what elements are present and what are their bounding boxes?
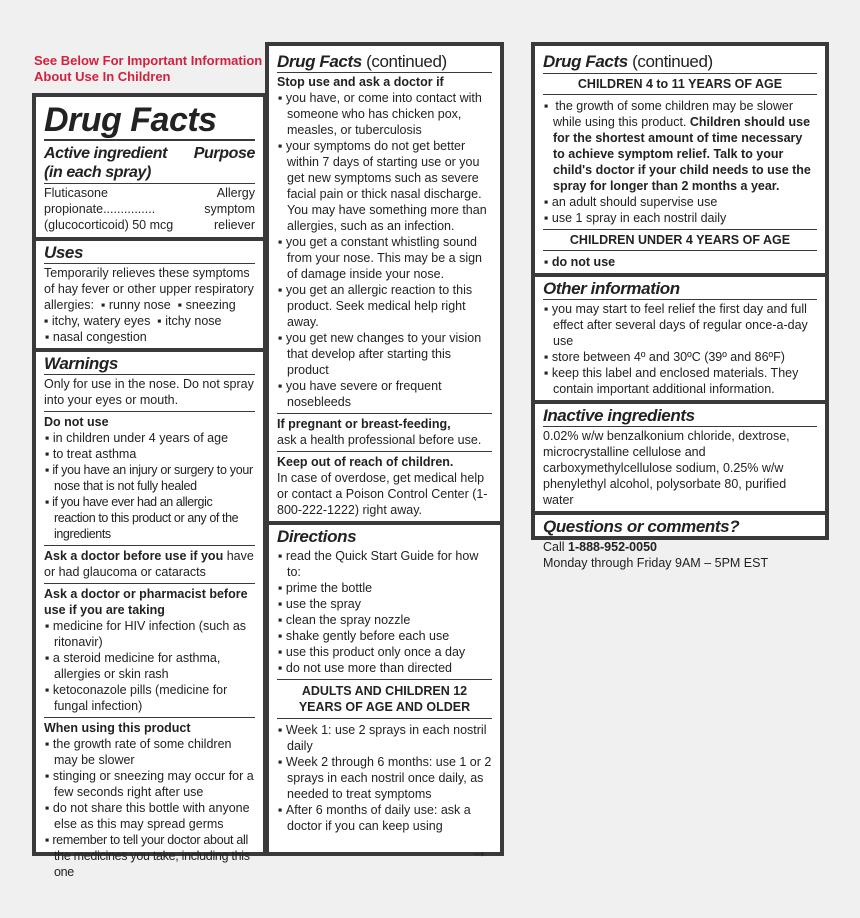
continued-label: (continued) (366, 52, 447, 71)
list-item: ▪ clean the spray nozzle (277, 612, 492, 628)
other-information-heading: Other information (543, 279, 817, 300)
drug-facts-title: Drug Facts (44, 99, 255, 141)
list-item: ▪ remember to tell your doctor about all the medicines you take, including this one (44, 832, 255, 880)
active-ingredient-heading: Active ingredient (44, 145, 168, 162)
notice-line-1: See Below For Important Information (34, 53, 263, 68)
uses-item: sneezing (185, 298, 236, 312)
list-item: ▪ read the Quick Start Guide for how to: (277, 548, 492, 580)
list-item: ▪ you have, or come into contact with someone who has chicken pox, measles, or tuberculosis (277, 90, 492, 138)
purpose-line: Allergy (216, 186, 255, 200)
active-ingredient-section (36, 97, 263, 241)
keep-out-heading: Keep out of reach of children. (277, 451, 492, 470)
list-item: ▪ shake gently before each use (277, 628, 492, 644)
list-item: ▪ store between 4º and 30ºC (39º and 86ºF) (543, 349, 817, 365)
do-not-use-heading: Do not use (44, 411, 255, 430)
drug-facts-panel-2 (265, 42, 504, 861)
list-item: ▪ you get new changes to your vision that develop after starting this product (277, 330, 492, 378)
uses-item: itchy nose (165, 314, 222, 328)
ask-doctor-heading: Ask a doctor before use if you (44, 549, 224, 563)
questions-heading: Questions or comments? (543, 517, 817, 538)
pregnant-text: ask a health professional before use. (277, 433, 482, 447)
continue-arrow-icon: → (470, 841, 488, 861)
stop-use-section (269, 46, 500, 525)
continued-label: (continued) (632, 52, 713, 71)
warnings-heading: Warnings (44, 354, 255, 375)
adults-heading: ADULTS AND CHILDREN 12 YEARS OF AGE AND OLDER (277, 679, 492, 719)
list-item: ▪ in children under 4 years of age (44, 430, 255, 446)
list-item: ▪ if you have ever had an allergic reaction to this product or any of the ingredients (44, 494, 255, 542)
list-item: ▪ you may start to feel relief the first day and full effect after several days of regular once-a-day use (543, 301, 817, 349)
ingredient-strength: (glucocorticoid) 50 mcg (44, 218, 174, 232)
continued-title (277, 52, 492, 73)
directions-heading: Directions (277, 527, 357, 546)
list-item: ▪ do not use (543, 254, 817, 270)
list-item: ▪ you get an allergic reaction to this product. Seek medical help right away. (277, 282, 492, 330)
list-item: ▪ Week 1: use 2 sprays in each nostril daily (277, 722, 492, 754)
children-under-4-heading: CHILDREN UNDER 4 YEARS OF AGE (543, 229, 817, 251)
list-item: ▪ use 1 spray in each nostril daily (543, 210, 817, 226)
purpose-line: symptom (204, 202, 255, 216)
uses-item: itchy, watery eyes (51, 314, 151, 328)
uses-text: allergies: (44, 298, 95, 312)
children-text: the growth of some children may be slower while using this product. (553, 99, 794, 129)
purpose-line: reliever (214, 218, 255, 232)
other-information-section (535, 277, 825, 404)
active-ingredient-subheading: (in each spray) (44, 163, 255, 184)
list-item: ▪ prime the bottle (277, 580, 492, 596)
list-item: ▪ to treat asthma (44, 446, 255, 462)
drug-facts-title: Drug Facts (543, 52, 628, 71)
list-item: ▪ you have severe or frequent nosebleeds (277, 378, 492, 410)
children-4-11-heading: CHILDREN 4 to 11 YEARS OF AGE (543, 73, 817, 95)
list-item: ▪ sneezing (177, 298, 236, 312)
drug-facts-panel-3 (531, 42, 829, 570)
list-item: ▪ do not use more than directed (277, 660, 492, 676)
hours-text: Monday through Friday 9AM – 5PM EST (543, 556, 769, 570)
uses-section: Uses Temporarily relieves these symptoms of hay fever or other upper respiratory allergies: ▪ runny nose ▪ sneezing ▪ itchy, watery eyes ▪ itchy nose ▪ nasal congestion (36, 241, 263, 352)
call-label: Call (543, 540, 565, 554)
list-item: ▪ your symptoms do not get better within 7 days of starting use or you get new symptoms such as severe facial pain or thick nasal discharge. You may have something more than allergies, such as an infection. (277, 138, 492, 234)
drug-facts-title: Drug Facts (277, 52, 362, 71)
inactive-ingredients-heading: Inactive ingredients (543, 406, 817, 427)
keep-out-text: In case of overdose, get medical help or contact a Poison Control Center (1-800-222-1222) right away. (277, 471, 488, 517)
uses-item: ▪ nasal congestion (44, 329, 255, 345)
warnings-text: into your eyes or mouth. (44, 393, 179, 407)
list-item: ▪ you get a constant whistling sound from your nose. This may be a sign of damage inside your nose. (277, 234, 492, 282)
continued-title (543, 52, 817, 72)
uses-heading: Uses (44, 243, 255, 264)
pregnant-heading: If pregnant or breast-feeding, (277, 413, 492, 432)
uses-text: Temporarily relieves these symptoms (44, 266, 250, 280)
uses-item: runny nose (108, 298, 171, 312)
list-item (543, 98, 817, 194)
warnings-text: Only for use in the nose. Do not spray (44, 377, 254, 391)
children-text-bold: Children should use for the shortest amount of time necessary to achieve symptom relief. Talk to your child's doctor if your child needs to use the spray for longer than 2 months a year. (553, 115, 811, 193)
directions-section (269, 525, 500, 863)
questions-section (535, 515, 825, 574)
list-item: ▪ ketoconazole pills (medicine for fungal infection) (44, 682, 255, 714)
warnings-section (36, 352, 263, 883)
stop-use-heading: Stop use and ask a doctor if (277, 75, 444, 89)
ask-doctor-text: have (226, 549, 254, 563)
list-item: ▪ stinging or sneezing may occur for a few seconds right after use (44, 768, 255, 800)
inactive-ingredients-section (535, 404, 825, 515)
list-item: ▪ do not share this bottle with anyone else as this may spread germs (44, 800, 255, 832)
list-item: ▪ use the spray (277, 596, 492, 612)
list-item: ▪ if you have an injury or surgery to your nose that is not fully healed (44, 462, 255, 494)
inactive-ingredients-text: 0.02% w/w benzalkonium chloride, dextrose, microcrystalline cellulose and carboxymethylcellulose sodium, 0.25% w/w phenylethyl alcohol, polysorbate 80, purified water (543, 429, 790, 507)
ingredient-name: Fluticasone propionate............... (44, 186, 156, 216)
children-notice (34, 53, 266, 85)
phone-number[interactable]: 1-888-952-0050 (568, 540, 657, 554)
list-item: ▪ After 6 months of daily use: ask a doctor if you can keep using (277, 802, 492, 834)
ask-doctor-text: or had glaucoma or cataracts (44, 565, 206, 579)
ask-pharmacist-heading: Ask a doctor or pharmacist before use if you are taking (44, 583, 255, 618)
list-item: ▪ runny nose (100, 298, 171, 312)
list-item: ▪ the growth rate of some children may be slower (44, 736, 255, 768)
purpose-heading: Purpose (193, 145, 255, 162)
list-item: ▪ use this product only once a day (277, 644, 492, 660)
list-item: ▪ Week 2 through 6 months: use 1 or 2 sprays in each nostril once daily, as needed to treat symptoms (277, 754, 492, 802)
when-using-heading: When using this product (44, 717, 255, 736)
notice-line-2: About Use In Children (34, 69, 171, 84)
list-item: ▪ keep this label and enclosed materials. They contain important additional information. (543, 365, 817, 397)
uses-text: of hay fever or other upper respiratory (44, 282, 254, 296)
list-item: ▪ a steroid medicine for asthma, allergies or skin rash (44, 650, 255, 682)
drug-facts-panel-1 (32, 93, 267, 879)
list-item: ▪ medicine for HIV infection (such as ritonavir) (44, 618, 255, 650)
children-section (535, 46, 825, 277)
list-item: ▪ an adult should supervise use (543, 194, 817, 210)
